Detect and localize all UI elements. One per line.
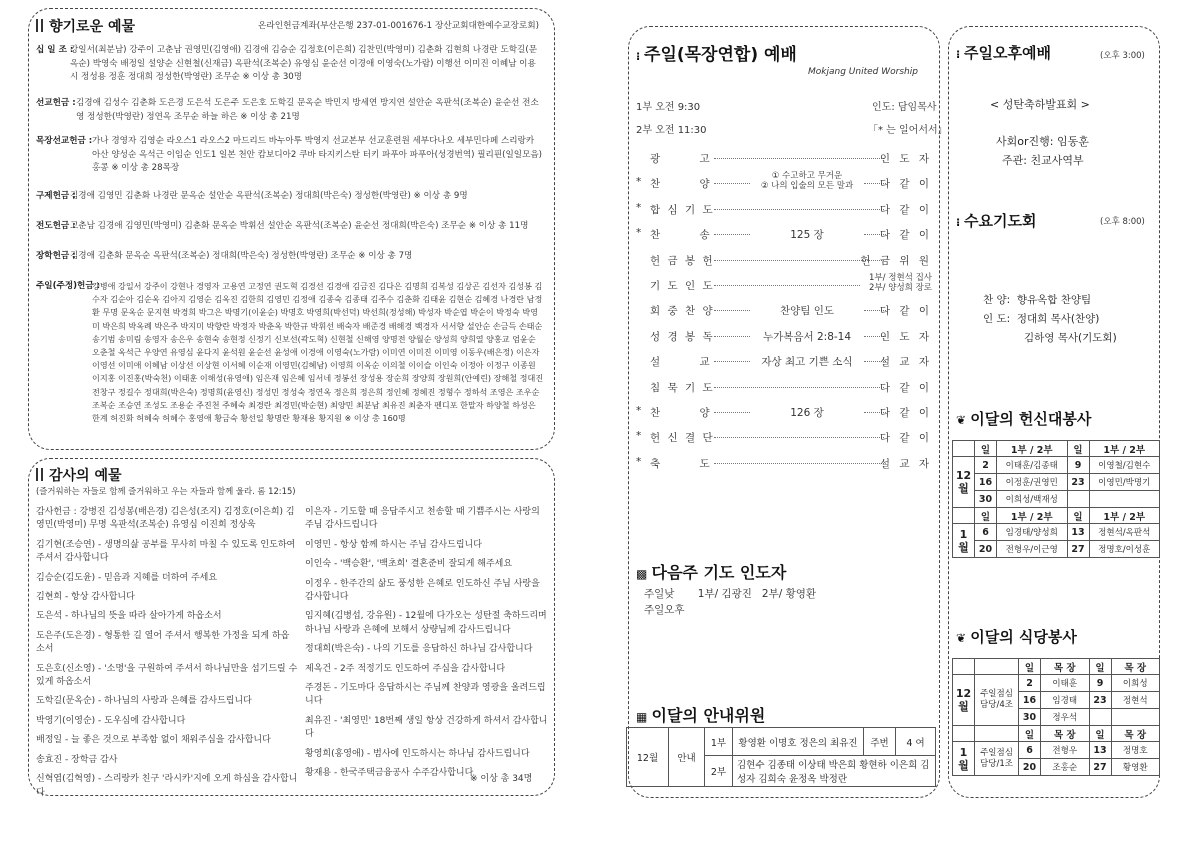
order-row: [636, 402, 936, 422]
wednesday-heading: [956, 210, 1036, 231]
leader-dots: [714, 158, 884, 159]
order-item: 합 심 기 도: [650, 203, 715, 216]
offering-names: 고춘남 김경애 김영민(박영미) 김춘화 문옥순 박휘선 설안순 옥판석(조복순) 윤순선 정대희(박은숙) 조무순 ※ 이상 총 11명: [70, 221, 529, 231]
header-cell: 일: [1067, 508, 1089, 524]
month-label: 1 월: [953, 524, 975, 558]
dedication-heading: [956, 408, 1091, 429]
next-prayer-line2: 주일오후: [644, 604, 685, 616]
afternoon-subtitle: < 성탄축하발표회 >: [990, 98, 1090, 111]
month-header-cell: [953, 726, 975, 742]
wednesday-lead: 인 도: 정대희 목사(찬양): [983, 313, 1100, 325]
offering-label: 선교헌금 :: [36, 98, 76, 108]
table-header-row: [953, 726, 1160, 742]
checker-icon: ▩: [636, 567, 652, 581]
order-item: 헌 금 봉 헌: [650, 254, 715, 267]
table-row: [953, 457, 1160, 474]
order-row: [636, 275, 936, 295]
thanks-item: 이정우 - 한주간의 삶도 풍성한 은혜로 인도하신 주님 사랑을 감사합니다: [305, 578, 540, 603]
thanks-left-column: [36, 506, 298, 806]
offering-label: 목장선교헌금 :: [36, 136, 93, 146]
date-cell: [1089, 709, 1111, 726]
ushers-role: 안내: [669, 728, 705, 787]
name-cell: 이태훈: [1041, 675, 1090, 692]
thanks-item: 김현희 - 항상 감사합니다: [36, 592, 135, 603]
date-cell: 23: [1089, 692, 1111, 709]
order-item: 설 교: [650, 356, 712, 369]
worship-note: 「* 는 일어서서」: [868, 125, 948, 136]
order-item: 축 도: [650, 457, 712, 470]
next-prayer-line1: 주일낮 1부/ 김광진 2부/ 황영환: [644, 588, 817, 600]
month-label: 12 월: [953, 675, 975, 726]
order-person: 다 같 이: [879, 305, 932, 318]
offering-label: 장학헌금 :: [36, 251, 76, 261]
offering-names: 강병애 강일서 강주이 강현나 경영자 고용연 고정연 권도혁 김경선 김경애 김금진 김다은 김명희 김복성 김상곤 김선자 김성봉 김수자 김순아 김순옥 김아지 김영순 김옥진 김한희 김영민 김정애 김종숙 김종태 김주수 김춘화 김태윤 김현순 김혜경 나경란 남정환 무명 문옥순 문지현 박경희 박그은 박명기(이윤순) 박명호 박영희(박선덕) 박선희(정성해) 박성자 박순엽 박순이 박정숙 박영미 박은희 박옥례 박은주 박지미 박향란 박정자 박춘옥 박한규 박휘선 배숙자 배준경 배해경 백경자 서서향 설안순 손금득 손태순 송기범 송미림 송영자 송은우 송현숙 송현정 신정기 신보선(곽도혁) 신현철 신해영 양명전 양월순 양성희 양희열 양홍교 엄윤순 오춘철 옥석근 우양연 유영심 윤다지 윤석원 윤순선 윤성애 이경애 이영숙(노가람) 이미연 이미진 이미영 이동우(배은정) 이은자 이영선 이미애 이혜남 이상선 이상현 이서혜 이순재 이영민(김혜남) 이영희 이옥순 이의철 이이슬 이인숙 이정아 이정구 이종원 이지홍 이진홍(박숙천) 이태훈 이해성(유영애) 임은재 임은혜 임서네 정봉선 장성용 장순희 장양희 장원희(안예린) 장해철 정대진 전창구 정길수 정대희(박은숙) 정명희(윤영신) 정성민 정성숙 정연옥 정은희 정은희 정인혜 정혜진 정형수 정하석 조영은 조우순 조복순 조승연 조성도 조용순 주진천 주혜숙 최경란 최경민(박순현) 최양민 최분남 최유진 최춘자 펜디포 한말자 하양철 하성은 한계 허진화 허혜숙 허혜수 홍영애 황금숙 황선일 황명란 황재용 황지원 ※ 이상 총 160명: [92, 281, 544, 424]
leader-dots: [714, 336, 750, 337]
leader-dots: [714, 463, 884, 464]
date-cell: 27: [1067, 541, 1089, 558]
date-cell: 6: [975, 524, 997, 541]
order-detail: 125 장: [790, 229, 824, 242]
worship-leader: 인도: 담임목사: [872, 102, 937, 113]
next-prayer-title: 다음주 기도 인도자: [651, 563, 787, 582]
offering-row: [36, 250, 544, 264]
group-header-cell: [975, 659, 1019, 675]
date-cell: 13: [1067, 524, 1089, 541]
leader-dots: [714, 183, 750, 184]
leader-dots: [714, 310, 750, 311]
wednesday-lead2: 김하영 목사(기도회): [1024, 332, 1117, 344]
offering-account: 온라인헌금계좌(부산은행 237-01-001676-1 장산교회대한예수교장로회): [258, 21, 540, 31]
thanks-item: 도은주(도은경) - 형통한 길 열어 주셔서 행복한 가정을 되게 하옵소서: [36, 630, 290, 655]
thanks-item: 임지혜(김병섭, 강유원) - 12월에 다가오는 성탄절 축하드리며 하나님 사랑과 은혜에 보해서 상량님께 감사드립니다: [305, 611, 547, 635]
thanks-item: 이인숙 - '백승환', '백초희' 결혼준비 잘되게 해주세요: [305, 559, 513, 570]
offering-label: 주일(주정)헌금 :: [36, 281, 101, 291]
offering-names: 가나 경영자 김영순 라오스1 라오스2 마드리드 바누아투 박영지 선교본부 선교훈련원 세부다나오 세부민다페 스리랑카 아산 양성순 옥석근 이임순 인도1 일본 천안 캄보디아2 쿠바 타지키스탄 터키 파푸아 파푸아(성경번역) 필리핀(일일모음) 홍콩 ※ 이상 총 28목장: [92, 136, 543, 173]
thanks-item: 정대희(박은숙) - 나의 기도를 응답하신 하나님 감사합니다: [305, 644, 533, 655]
date-cell: 2: [975, 457, 997, 474]
name-cell: 황영환: [1111, 759, 1160, 776]
header-cell: 일: [1019, 726, 1041, 742]
date-cell: 9: [1089, 675, 1111, 692]
ushers-month: 12월: [627, 728, 669, 787]
offering-label: 전도헌금 :: [36, 221, 76, 231]
order-person: 다 같 이: [879, 432, 932, 445]
table-row: [953, 541, 1160, 558]
order-detail: 누가복음서 2:8-14: [762, 330, 852, 343]
order-person: 1부/ 정현석 집사 2부/ 양성희 장로: [869, 273, 932, 293]
thanks-item: 황재용 - 한국주택금융공사 수주감사합니다: [305, 768, 474, 779]
date-cell: 20: [975, 541, 997, 558]
thanks-item: 감사헌금 : 강병진 김성봉(배은경) 김은성(조지) 김정호(이은희) 김영민(박영미) 무명 옥판석(조복순) 유영심 이진희 정상욱: [36, 507, 295, 531]
name-cell: 이영민/박명기: [1089, 474, 1160, 491]
offering-row: [36, 190, 544, 204]
name-cell: 임경태: [1041, 692, 1090, 709]
date-cell: 2: [1019, 675, 1041, 692]
date-cell: 30: [1019, 709, 1041, 726]
month-header-cell: [953, 508, 975, 524]
order-person: 설 교 자: [879, 356, 932, 369]
date-cell: 23: [1067, 474, 1089, 491]
table-row: [953, 474, 1160, 491]
dots-icon: ⁝: [956, 48, 965, 61]
heart-icon: ❦: [956, 631, 971, 645]
hatch-icon: ▦: [636, 710, 652, 724]
thanks-heading: [36, 465, 122, 485]
header-cell: 일: [975, 508, 997, 524]
offering-heading: [36, 16, 135, 36]
name-cell: 정현석/옥판석: [1089, 524, 1160, 541]
dots-icon: ⁝: [636, 50, 645, 63]
ushers-names1: 황영환 이명호 정은의 최유진: [733, 728, 864, 756]
offering-label: 구제헌금 :: [36, 191, 76, 201]
header-cell: 1부 / 2부: [997, 508, 1068, 524]
thanks-item: 이은자 - 기도할 때 응답주시고 천송할 때 기쁨주시는 사랑의 주님 감사드립니다: [305, 507, 540, 531]
afternoon-time: (오후 3:00): [1100, 51, 1145, 61]
name-cell: 전형우/이근영: [997, 541, 1068, 558]
thanks-right-column: [305, 506, 549, 787]
order-row: [636, 351, 936, 371]
order-item: 회 중 찬 양: [650, 305, 715, 318]
order-row: [636, 326, 936, 346]
group-header-cell: [975, 726, 1019, 742]
ushers-part2: 2부: [705, 756, 733, 787]
order-person: 인 도 자: [879, 153, 932, 165]
order-star: *: [636, 201, 642, 214]
month-header-cell: [953, 659, 975, 675]
order-person: 헌 금 위 원: [860, 254, 932, 267]
ushers-title: 이달의 안내위원: [651, 706, 766, 725]
header-cell: 목 장: [1111, 659, 1160, 675]
ushers-names2: 김현수 김종태 이상태 박은희 황현하 이은희 김성자 김희숙 윤정옥 박정란: [733, 756, 936, 787]
leader-dots: [714, 412, 750, 413]
name-cell: 이영철/김현수: [1089, 457, 1160, 474]
table-row: [953, 742, 1160, 759]
order-row: [636, 300, 936, 320]
order-item: 헌 신 결 단: [650, 432, 715, 445]
table-row: [953, 524, 1160, 541]
header-cell: 1부 / 2부: [1089, 441, 1160, 457]
offering-row: [36, 220, 544, 234]
order-person: 다 같 이: [879, 229, 932, 242]
offering-names: 김경애 김영민 김춘화 나경란 문옥순 설안순 옥판석(조복순) 정대희(박은숙) 정성한(박영란) ※ 이상 총 9명: [70, 191, 468, 201]
thanks-item: 배정일 - 늘 좋은 것으로 부족함 없이 채워주심을 감사합니다: [36, 735, 271, 746]
header-cell: 일: [975, 441, 997, 457]
offering-row: [36, 44, 544, 85]
thanks-item: 이영민 - 항상 함께 하시는 주님 감사드립니다: [305, 539, 482, 550]
order-detail: 찬양팀 인도: [779, 305, 835, 318]
kitchen-title: 이달의 식당봉사: [970, 628, 1077, 646]
month-label: 1 월: [953, 742, 975, 776]
offering-row: [36, 135, 544, 176]
leader-dots: [714, 209, 884, 210]
leader-dots: [714, 437, 884, 438]
kitchen-table: [952, 658, 1160, 776]
afternoon-mc: 사회or진행: 임동훈: [996, 135, 1089, 148]
thanks-verse: (즐거워하는 자들로 함께 즐거워하고 우는 자들과 함께 울라. 롬 12:15): [36, 486, 296, 496]
order-person: 인 도 자: [879, 330, 932, 343]
order-row: [636, 377, 936, 397]
name-cell: 이정훈/권영민: [997, 474, 1068, 491]
dedication-table: [952, 440, 1160, 558]
wednesday-time: (오후 8:00): [1100, 217, 1145, 227]
bar-icon: [36, 468, 43, 481]
month-label: 12 월: [953, 457, 975, 508]
header-cell: 1부 / 2부: [997, 441, 1068, 457]
thanks-item: 도학길(문옥순) - 하나님의 사랑과 은혜를 감사드립니다: [36, 696, 252, 707]
worship-time2: 2부 오전 11:30: [636, 125, 707, 136]
header-cell: 목 장: [1041, 659, 1090, 675]
date-cell: 16: [1019, 692, 1041, 709]
thanks-title: 감사의 예물: [49, 468, 122, 484]
offering-names: 김경애 김성수 김춘화 도은경 도은석 도은주 도은호 도학길 문옥순 박민지 방세연 방지연 설안순 옥판석(조복순) 윤순선 전소영 정성한(박영란) 정연옥 조무순 하늘 하은 ※ 이상 총 21명: [76, 98, 539, 122]
header-cell: 일: [1089, 659, 1111, 675]
group-label: 주일점심 담당/4조: [975, 675, 1019, 726]
order-detail: ① 수고하고 무거운 ② 나의 입술의 모든 말과: [760, 171, 854, 192]
header-cell: 일: [1067, 441, 1089, 457]
thanks-item: 신혁엽(김혁영) - 스리랑카 친구 '라시카'지에 오게 하심을 감사합니다: [36, 774, 298, 798]
date-cell: 16: [975, 474, 997, 491]
table-header-row: [953, 508, 1160, 524]
order-person: 다 같 이: [879, 178, 932, 191]
order-row: [636, 453, 936, 473]
thanks-item: 주경돈 - 기도마다 응답하시는 주님께 찬양과 영광을 올려드립니다: [305, 683, 546, 707]
date-cell: 20: [1019, 759, 1041, 776]
thanks-item: 송효진 - 장학금 감사: [36, 754, 118, 765]
order-detail: 126 장: [790, 407, 824, 419]
leader-dots: [714, 285, 860, 286]
afternoon-heading: [956, 42, 1051, 63]
thanks-total: ※ 이상 총 34명: [470, 774, 533, 784]
name-cell: 정명호/이성훈: [1089, 541, 1160, 558]
offering-names: 김경애 김춘화 문옥순 옥판석(조복순) 정대희(박은숙) 정성한(박영란) 조무순 ※ 이상 총 7명: [70, 251, 413, 261]
name-cell: 임경태/양성희: [997, 524, 1068, 541]
ushers-heading: [636, 703, 765, 726]
offering-title: 향기로운 예물: [49, 19, 136, 35]
order-item: 성 경 봉 독: [650, 330, 715, 343]
order-row: [636, 250, 936, 270]
order-item: 찬 송: [650, 229, 712, 242]
offering-label: 십 일 조 :: [36, 45, 74, 55]
name-cell: 정명호: [1111, 742, 1160, 759]
ushers-col: 주번: [864, 728, 896, 756]
dots-icon: ⁝: [956, 216, 965, 229]
afternoon-title: 주일오후예배: [964, 44, 1051, 62]
offering-names: 강일서(최분남) 강주이 고춘남 권영민(김영애) 김경애 김승순 김정호(이은희) 김찬민(박영미) 김춘화 김현희 나경란 도학길(문옥순) 박영숙 배정일 설양순 신현철(신재금) 옥판석(조복순) 유영심 윤순선 이경애 이영숙(노가람) 이행선 이미진 이혜남 이용시 정성용 정훈 정대희 정성한(박영란) 조무순 ※ 이상 총 30명: [70, 45, 538, 82]
order-person: 다 같 이: [879, 407, 932, 419]
heart-icon: ❦: [956, 413, 971, 427]
worship-subtitle: Mokjang United Worship: [808, 67, 918, 77]
order-star: *: [636, 455, 642, 468]
order-row: [636, 224, 936, 244]
name-cell: [1111, 709, 1160, 726]
thanks-item: 김기현(조승연) - 생명의삶 공부를 무사히 마칠 수 있도록 인도하여 주셔서 감사합니다: [36, 539, 296, 564]
bar-icon: [36, 19, 43, 32]
leader-dots: [714, 234, 750, 235]
ushers-week: 4 여: [896, 728, 936, 756]
thanks-item: 박영기(이영순) - 도우심에 감사합니다: [36, 715, 186, 726]
table-row: [953, 491, 1160, 508]
dedication-title: 이달의 헌신대봉사: [970, 410, 1092, 428]
date-cell: 30: [975, 491, 997, 508]
thanks-item: 제옥건 - 2주 적정기도 인도하여 주심을 감사합니다: [305, 663, 506, 674]
name-cell: 이태훈/김종태: [997, 457, 1068, 474]
wednesday-title: 수요기도회: [964, 212, 1037, 230]
order-item: 기 도 인 도: [650, 280, 715, 292]
thanks-item: 도은호(신소영) - '소명'을 구원하여 주셔서 하나님만을 섬기드릴 수 있게 하옵소서: [36, 663, 298, 688]
kitchen-heading: [956, 626, 1077, 647]
leader-dots: [714, 387, 884, 388]
order-person: 다 같 이: [879, 381, 932, 394]
order-item: 광 고: [650, 153, 712, 165]
order-star: *: [636, 227, 642, 240]
name-cell: 이희성: [1111, 675, 1160, 692]
table-header-row: [953, 441, 1160, 457]
thanks-item: 김승순(김도윤) - 믿음과 지혜를 더하여 주세요: [36, 572, 218, 583]
wednesday-hymn: 찬 양: 향유옥합 찬양팀: [983, 294, 1092, 306]
name-cell: 조홍순: [1041, 759, 1090, 776]
header-cell: 일: [1089, 726, 1111, 742]
header-cell: 일: [1019, 659, 1041, 675]
afternoon-host: 주관: 친교사역부: [1002, 154, 1084, 167]
date-cell: [1067, 491, 1089, 508]
order-row: [636, 199, 936, 219]
offering-row: [36, 97, 544, 124]
order-star: *: [636, 405, 642, 417]
name-cell: 정현석: [1111, 692, 1160, 709]
order-row: [636, 173, 936, 193]
offering-row: [36, 280, 544, 425]
next-prayer-heading: [636, 560, 786, 583]
ushers-table: [626, 727, 936, 787]
order-person: 설 교 자: [879, 457, 932, 470]
worship-time1: 1부 오전 9:30: [636, 102, 701, 113]
order-person: 다 같 이: [879, 203, 932, 216]
ushers-part1: 1부: [705, 728, 733, 756]
table-row: [953, 675, 1160, 692]
order-star: *: [636, 430, 642, 443]
thanks-item: 최유진 - '최영민' 18번째 생일 항상 건강하게 하셔서 감사합니다: [305, 715, 548, 740]
order-item: 침 묵 기 도: [650, 381, 715, 394]
date-cell: 9: [1067, 457, 1089, 474]
leader-dots: [714, 260, 884, 261]
leader-dots: [714, 361, 750, 362]
header-cell: 목 장: [1111, 726, 1160, 742]
date-cell: 13: [1089, 742, 1111, 759]
order-row: [636, 148, 936, 168]
header-cell: 목 장: [1041, 726, 1090, 742]
table-header-row: [953, 659, 1160, 675]
worship-title: 주일(목장연합) 예배: [644, 45, 797, 65]
name-cell: 정우석: [1041, 709, 1090, 726]
worship-heading: [636, 40, 797, 65]
order-star: *: [636, 176, 642, 189]
date-cell: 6: [1019, 742, 1041, 759]
month-header-cell: [953, 441, 975, 457]
date-cell: 27: [1089, 759, 1111, 776]
header-cell: 1부 / 2부: [1089, 508, 1160, 524]
name-cell: 이희성/백재성: [997, 491, 1068, 508]
thanks-item: 도은석 - 하나님의 뜻을 따라 살아가게 하옵소서: [36, 611, 222, 622]
group-label: 주일점심 담당/1조: [975, 742, 1019, 776]
name-cell: [1089, 491, 1160, 508]
thanks-item: 황영희(홍영애) - 범사에 인도하시는 하나님 감사드립니다: [305, 748, 530, 759]
order-row: [636, 427, 936, 447]
order-detail: 자상 최고 기쁜 소식: [761, 356, 853, 369]
name-cell: 전형우: [1041, 742, 1090, 759]
order-item: 찬 양: [650, 178, 712, 191]
order-item: 찬 양: [650, 407, 712, 419]
